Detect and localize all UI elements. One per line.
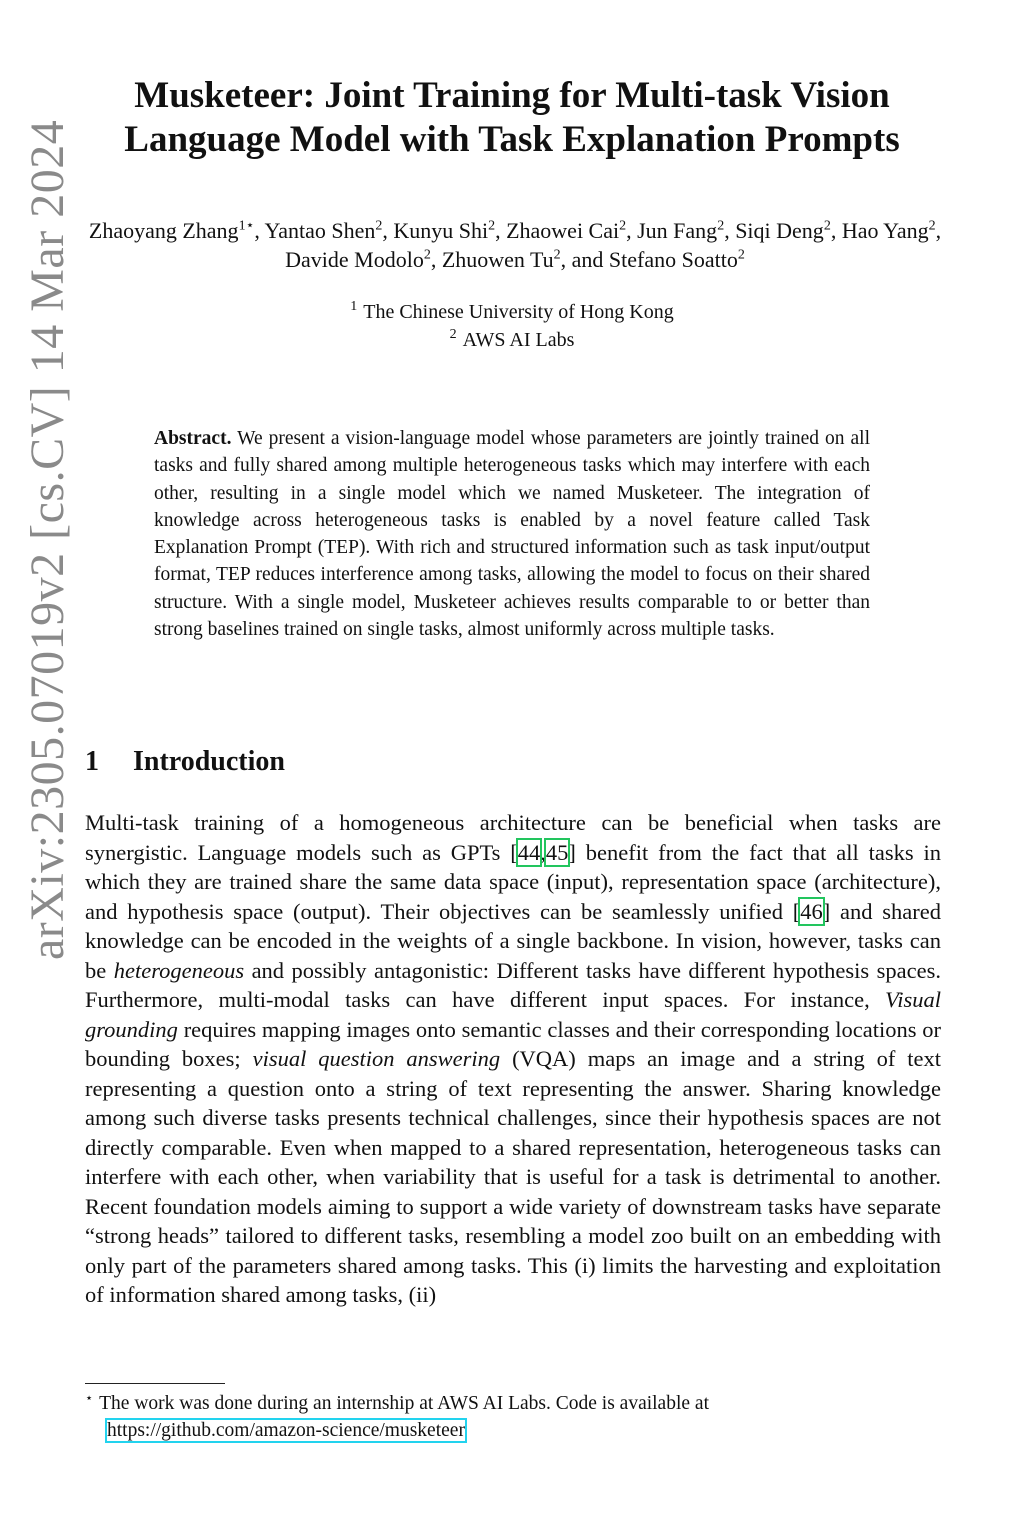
intro-text: and shared knowledge can be encoded in the weights of a single backbone. In vision, however, tasks can be <box>85 898 942 983</box>
author-name: Zhaoyang Zhang <box>88 218 239 243</box>
citation-link[interactable]: 44 <box>517 839 541 865</box>
author-affil-mark: 2 <box>553 247 561 263</box>
footnote-star-icon: ⋆ <box>85 1389 94 1405</box>
abstract-label: Abstract. <box>154 428 232 449</box>
intro-text: benefit from the fact that all tasks in which they are trained share the same data space (input), representation space (architecture), and hypothesis space (output). Their objectives can be seamlessly unified <box>85 839 942 924</box>
abstract-text: We present a vision-language model whose parameters are jointly trained on all tasks and fully shared among multiple heterogeneous tasks which may interfere with each other, resulting in a single model which we named Musketeer. The integration of knowledge across heterogeneous tasks is enabled by a novel feature called Task Explanation Prompt (TEP). With rich and structured information such as task input/output format, TEP reduces interference among tasks, allowing the model to focus on their shared structure. With a single model, Musketeer achieves results comparable to or better than strong baselines trained on single tasks, almost uniformly across multiple tasks. <box>154 428 871 641</box>
citation-link[interactable]: 46 <box>800 898 823 924</box>
section-title: Introduction <box>133 746 285 777</box>
author-name: , Jun Fang <box>626 218 718 243</box>
footnote-url-line <box>85 1417 941 1444</box>
section-number: 1 <box>85 746 99 777</box>
arxiv-identifier-stamp: arXiv:2305.07019v2 [cs.CV] 14 Mar 2024 <box>21 119 74 960</box>
introduction-paragraph: Multi-task training of a homogeneous architecture can be beneficial when tasks are synergistic. Language models such as GPTs [44,45] benefit from the fact that all tasks in which they are trained share the same data space (input), representation space (architecture), and hypothesis space (output). Their objectives can be seamlessly unified [46] and shared knowledge can be encoded in the weights of a single backbone. In vision, however, tasks can be heterogeneous and possibly antagonistic: Different tasks have different hypothesis spaces. Furthermore, multi-modal tasks can have different input spaces. For instance, Visual grounding requires mapping images onto semantic classes and their corresponding locations or bounding boxes; visual question answering (VQA) maps an image and a string of text representing a question onto a string of text representing the answer. Sharing knowledge among such diverse tasks presents technical challenges, since their hypothesis spaces are not directly comparable. Even when mapped to a shared representation, heterogeneous tasks can interfere with each other, when variability that is useful for a task is detrimental to another. Recent foundation models aiming to support a wide variety of downstream tasks have separate “strong heads” tailored to different tasks, resembling a model zoo built on an embedding with only part of the parameters shared among tasks. This (i) limits the harvesting and exploitation of information shared among tasks, (ii) <box>85 810 942 1307</box>
abstract <box>154 425 870 643</box>
affiliation-mark: 2 <box>449 327 457 343</box>
emphasis-text: heterogeneous <box>113 957 245 983</box>
code-repository-link[interactable]: https://github.com/amazon-science/musketeer <box>107 1420 465 1441</box>
footnote <box>85 1390 941 1444</box>
author-name: , Hao Yang <box>830 218 929 243</box>
author-name: , Yantao Shen <box>254 218 376 243</box>
affiliation-mark: 1 <box>350 299 358 315</box>
footnote-divider <box>85 1383 225 1384</box>
affiliation-name: The Chinese University of Hong Kong <box>363 301 674 323</box>
emphasis-text: Visual grounding <box>85 987 941 1042</box>
author-name: , Kunyu Shi <box>382 218 489 243</box>
author-affil-mark: 2 <box>619 218 627 234</box>
author-affil-mark: 2 <box>737 247 745 263</box>
author-affil-mark: 2 <box>823 218 831 234</box>
citation-link[interactable]: 45 <box>545 839 569 865</box>
author-affil-mark: 2 <box>375 218 383 234</box>
title-line-1: Musketeer: Joint Training for Multi-task Vision <box>134 75 890 116</box>
author-affil-mark: 2 <box>717 218 725 234</box>
affiliations <box>200 298 824 354</box>
author-name: , Davide Modolo <box>285 218 942 272</box>
author-affil-mark: 2 <box>928 218 936 234</box>
author-name: , Zhaowei Cai <box>495 218 620 243</box>
intro-text: requires mapping images onto semantic classes and their corresponding locations or bounding boxes; <box>85 1016 941 1071</box>
intro-text: Multi-task training of a homogeneous architecture can be beneficial when tasks are synergistic. Language models such as GPTs <box>85 810 941 865</box>
footnote-line <box>85 1390 941 1417</box>
footnote-text: The work was done during an internship at AWS AI Labs. Code is available at <box>99 1393 709 1414</box>
author-name: , and Stefano Soatto <box>560 247 738 272</box>
affiliation-2 <box>200 326 824 354</box>
title-line-2: Language Model with Task Explanation Prompts <box>124 119 900 160</box>
emphasis-text: visual question answering <box>252 1046 501 1071</box>
paper-title <box>80 74 944 162</box>
author-affil-mark: 1⋆ <box>238 218 255 234</box>
author-list <box>85 216 945 274</box>
affiliation-name: AWS AI Labs <box>462 329 575 351</box>
author-name: , Zhuowen Tu <box>430 247 554 272</box>
section-heading <box>85 746 885 778</box>
affiliation-1 <box>200 298 824 326</box>
intro-text: (VQA) maps an image and a string of text representing a question onto a string of text representing the answer. Sharing knowledge among such diverse tasks presents technical challenges, since their hypothesis spaces are not directly comparable. Even when mapped to a shared representation, heterogeneous tasks can interfere with each other, when variability that is useful for a task is detrimental to another. Recent foundation models aiming to support a wide variety of downstream tasks have separate “strong heads” tailored to different tasks, resembling a model zoo built on an embedding with only part of the parameters shared among tasks. This (i) limits the harvesting and exploitation of information shared among tasks, (ii) <box>85 1046 941 1307</box>
author-affil-mark: 2 <box>488 218 496 234</box>
intro-text: and possibly antagonistic: Different tasks have different hypothesis spaces. Furthermore, multi-modal tasks can have different input spaces. For instance, <box>85 957 941 1012</box>
author-name: , Siqi Deng <box>724 218 824 243</box>
citation-separator: , <box>540 839 546 865</box>
author-affil-mark: 2 <box>423 247 431 263</box>
